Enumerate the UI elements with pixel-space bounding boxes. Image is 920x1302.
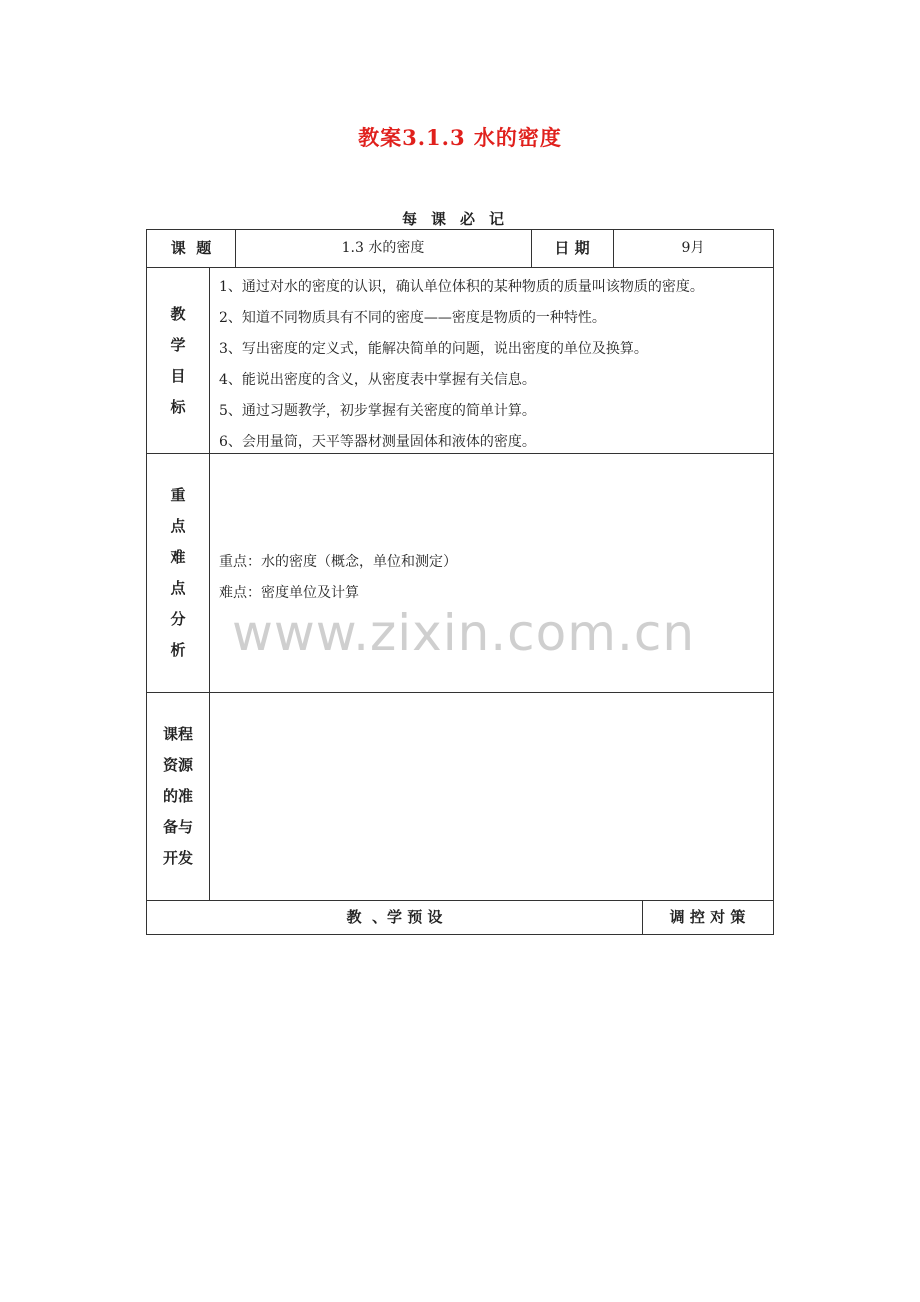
objectives-list xyxy=(219,272,769,458)
objectives-label-cell xyxy=(147,268,209,453)
key-points-content xyxy=(219,547,769,609)
key-points-label: 重 点 难 点 分 析 xyxy=(170,486,186,659)
objective-item: 3、写出密度的定义式，能解决简单的问题，说出密度的单位及换算。 xyxy=(219,341,648,357)
control-strategy-label: 调 控 对 策 xyxy=(669,908,746,926)
objective-item: 2、知道不同物质具有不同的密度——密度是物质的一种特性。 xyxy=(219,310,606,326)
key-point-text: 重点：水的密度（概念，单位和测定） xyxy=(219,554,457,570)
watermark: www.zixin.com.cn xyxy=(232,604,696,662)
date-label: 日 期 xyxy=(554,239,590,257)
objectives-row xyxy=(146,267,774,454)
topic-value: 1.3 水的密度 xyxy=(341,240,425,256)
resources-label-cell xyxy=(147,693,209,900)
footer-row xyxy=(146,900,774,935)
teaching-preset-label: 教 、学 预 设 xyxy=(346,908,443,926)
date-value: 9月 xyxy=(681,240,705,256)
objective-item: 5、通过习题教学，初步掌握有关密度的简单计算。 xyxy=(219,403,536,419)
objective-item: 6、会用量筒，天平等器材测量固体和液体的密度。 xyxy=(219,434,536,450)
resources-row xyxy=(146,692,774,901)
objective-item: 1、通过对水的密度的认识，确认单位体积的某种物质的质量叫该物质的密度。 xyxy=(219,279,704,295)
difficult-point-text: 难点：密度单位及计算 xyxy=(219,585,359,601)
objective-item: 4、能说出密度的含义，从密度表中掌握有关信息。 xyxy=(219,372,536,388)
topic-label: 课 题 xyxy=(170,239,212,257)
key-points-label-cell xyxy=(147,454,209,692)
resources-label: 课程 资源 的准 备与 开发 xyxy=(162,725,193,867)
table-caption: 每课必记 xyxy=(401,210,518,228)
objectives-label: 教 学 目 标 xyxy=(170,304,186,416)
document-title: 教案3.1.3 水的密度 xyxy=(358,125,562,150)
header-row xyxy=(146,229,774,268)
